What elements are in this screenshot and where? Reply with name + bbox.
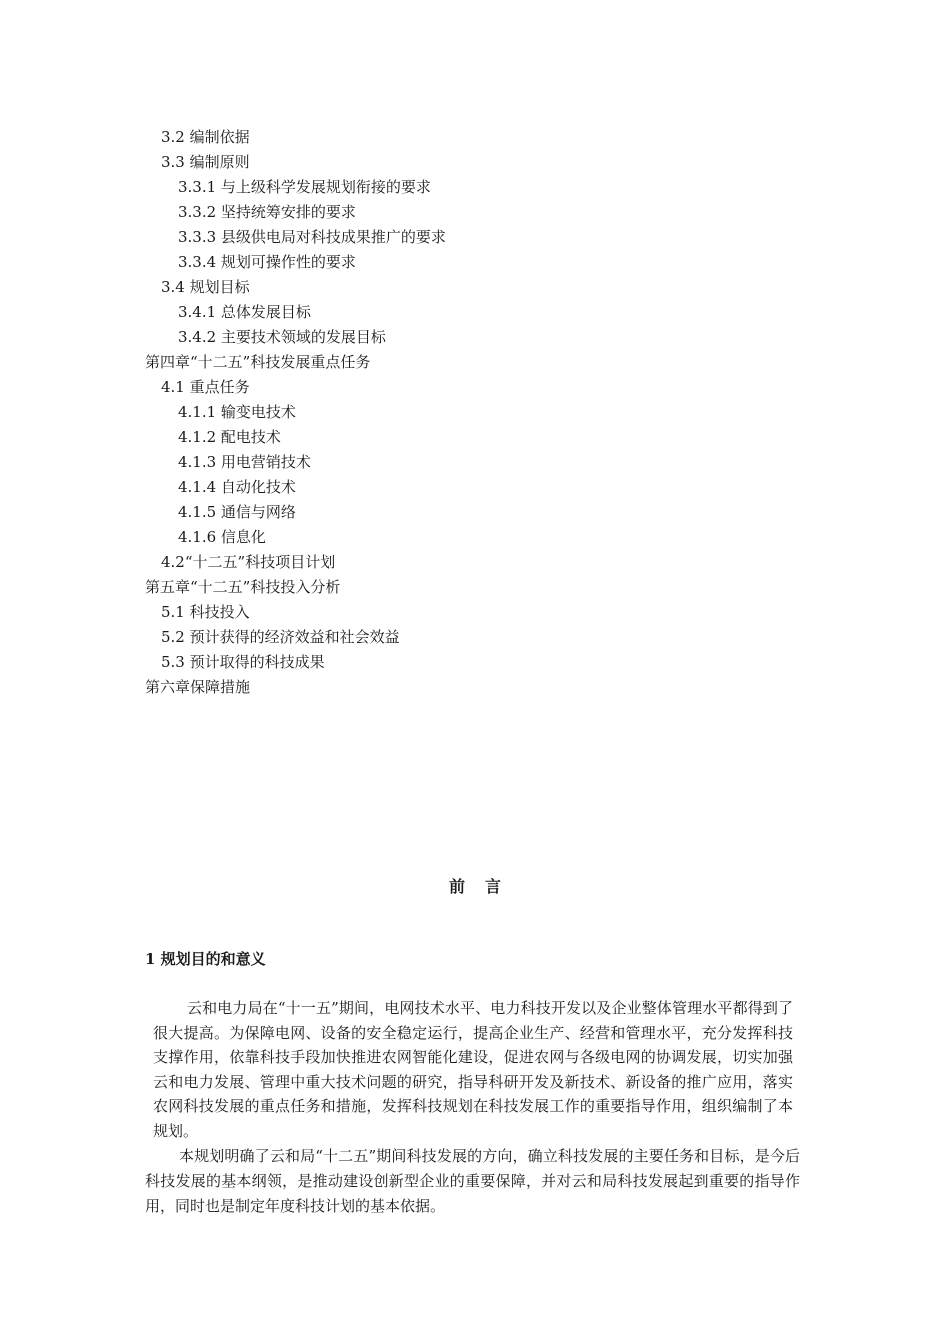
section-heading: 1 规划目的和意义 xyxy=(145,950,266,968)
toc-entry[interactable]: 3.4 规划目标 xyxy=(161,278,250,296)
toc-entry[interactable]: 5.2 预计获得的经济效益和社会效益 xyxy=(161,628,400,646)
preface-title: 前言 xyxy=(448,877,521,896)
toc-entry[interactable]: 4.1.6 信息化 xyxy=(178,528,266,546)
table-of-contents xyxy=(145,125,805,700)
toc-entry[interactable]: 3.3.4 规划可操作性的要求 xyxy=(178,253,356,271)
toc-entry[interactable]: 3.3.3 县级供电局对科技成果推广的要求 xyxy=(178,228,446,246)
toc-entry[interactable]: 3.3 编制原则 xyxy=(161,153,250,171)
toc-entry[interactable]: 3.3.1 与上级科学发展规划衔接的要求 xyxy=(178,178,431,196)
toc-entry[interactable]: 4.1 重点任务 xyxy=(161,378,250,396)
toc-entry[interactable]: 5.3 预计取得的科技成果 xyxy=(161,653,325,671)
toc-entry[interactable]: 4.1.4 自动化技术 xyxy=(178,478,296,496)
toc-entry[interactable]: 4.1.2 配电技术 xyxy=(178,428,281,446)
toc-entry[interactable]: 5.1 科技投入 xyxy=(161,603,250,621)
toc-entry[interactable]: 4.1.3 用电营销技术 xyxy=(178,453,311,471)
toc-entry[interactable]: 第四章“十二五”科技发展重点任务 xyxy=(145,353,371,371)
toc-entry[interactable]: 3.2 编制依据 xyxy=(161,128,250,146)
toc-entry[interactable]: 4.1.1 输变电技术 xyxy=(178,403,296,421)
toc-entry[interactable]: 3.3.2 坚持统筹安排的要求 xyxy=(178,203,356,221)
toc-entry[interactable]: 第六章保障措施 xyxy=(145,678,251,696)
toc-entry[interactable]: 第五章“十二五”科技投入分析 xyxy=(145,578,341,596)
toc-entry[interactable]: 4.2“十二五”科技项目计划 xyxy=(161,553,336,571)
body-paragraph: 本规划明确了云和局“十二五”期间科技发展的方向，确立科技发展的主要任务和目标，是今后科技发展的基本纲领，是推动建设创新型企业的重要保障，并对云和局科技发展起到重要的指导作用，同时也是制定年度科技计划的基本依据。 xyxy=(145,1147,800,1215)
toc-entry[interactable]: 4.1.5 通信与网络 xyxy=(178,503,296,521)
toc-entry[interactable]: 3.4.2 主要技术领域的发展目标 xyxy=(178,328,386,346)
body-paragraph: 云和电力局在“十一五”期间，电网技术水平、电力科技开发以及企业整体管理水平都得到了很大提高。为保障电网、设备的安全稳定运行，提高企业生产、经营和管理水平，充分发挥科技支撑作用，依靠科技手段加快推进农网智能化建设，促进农网与各级电网的协调发展，切实加强云和电力发展、管理中重大技术问题的研究，指导科研开发及新技术、新设备的推广应用，落实农网科技发展的重点任务和措施，发挥科技规划在科技发展工作的重要指导作用，组织编制了本规划。 xyxy=(153,999,793,1140)
toc-entry[interactable]: 3.4.1 总体发展目标 xyxy=(178,303,311,321)
